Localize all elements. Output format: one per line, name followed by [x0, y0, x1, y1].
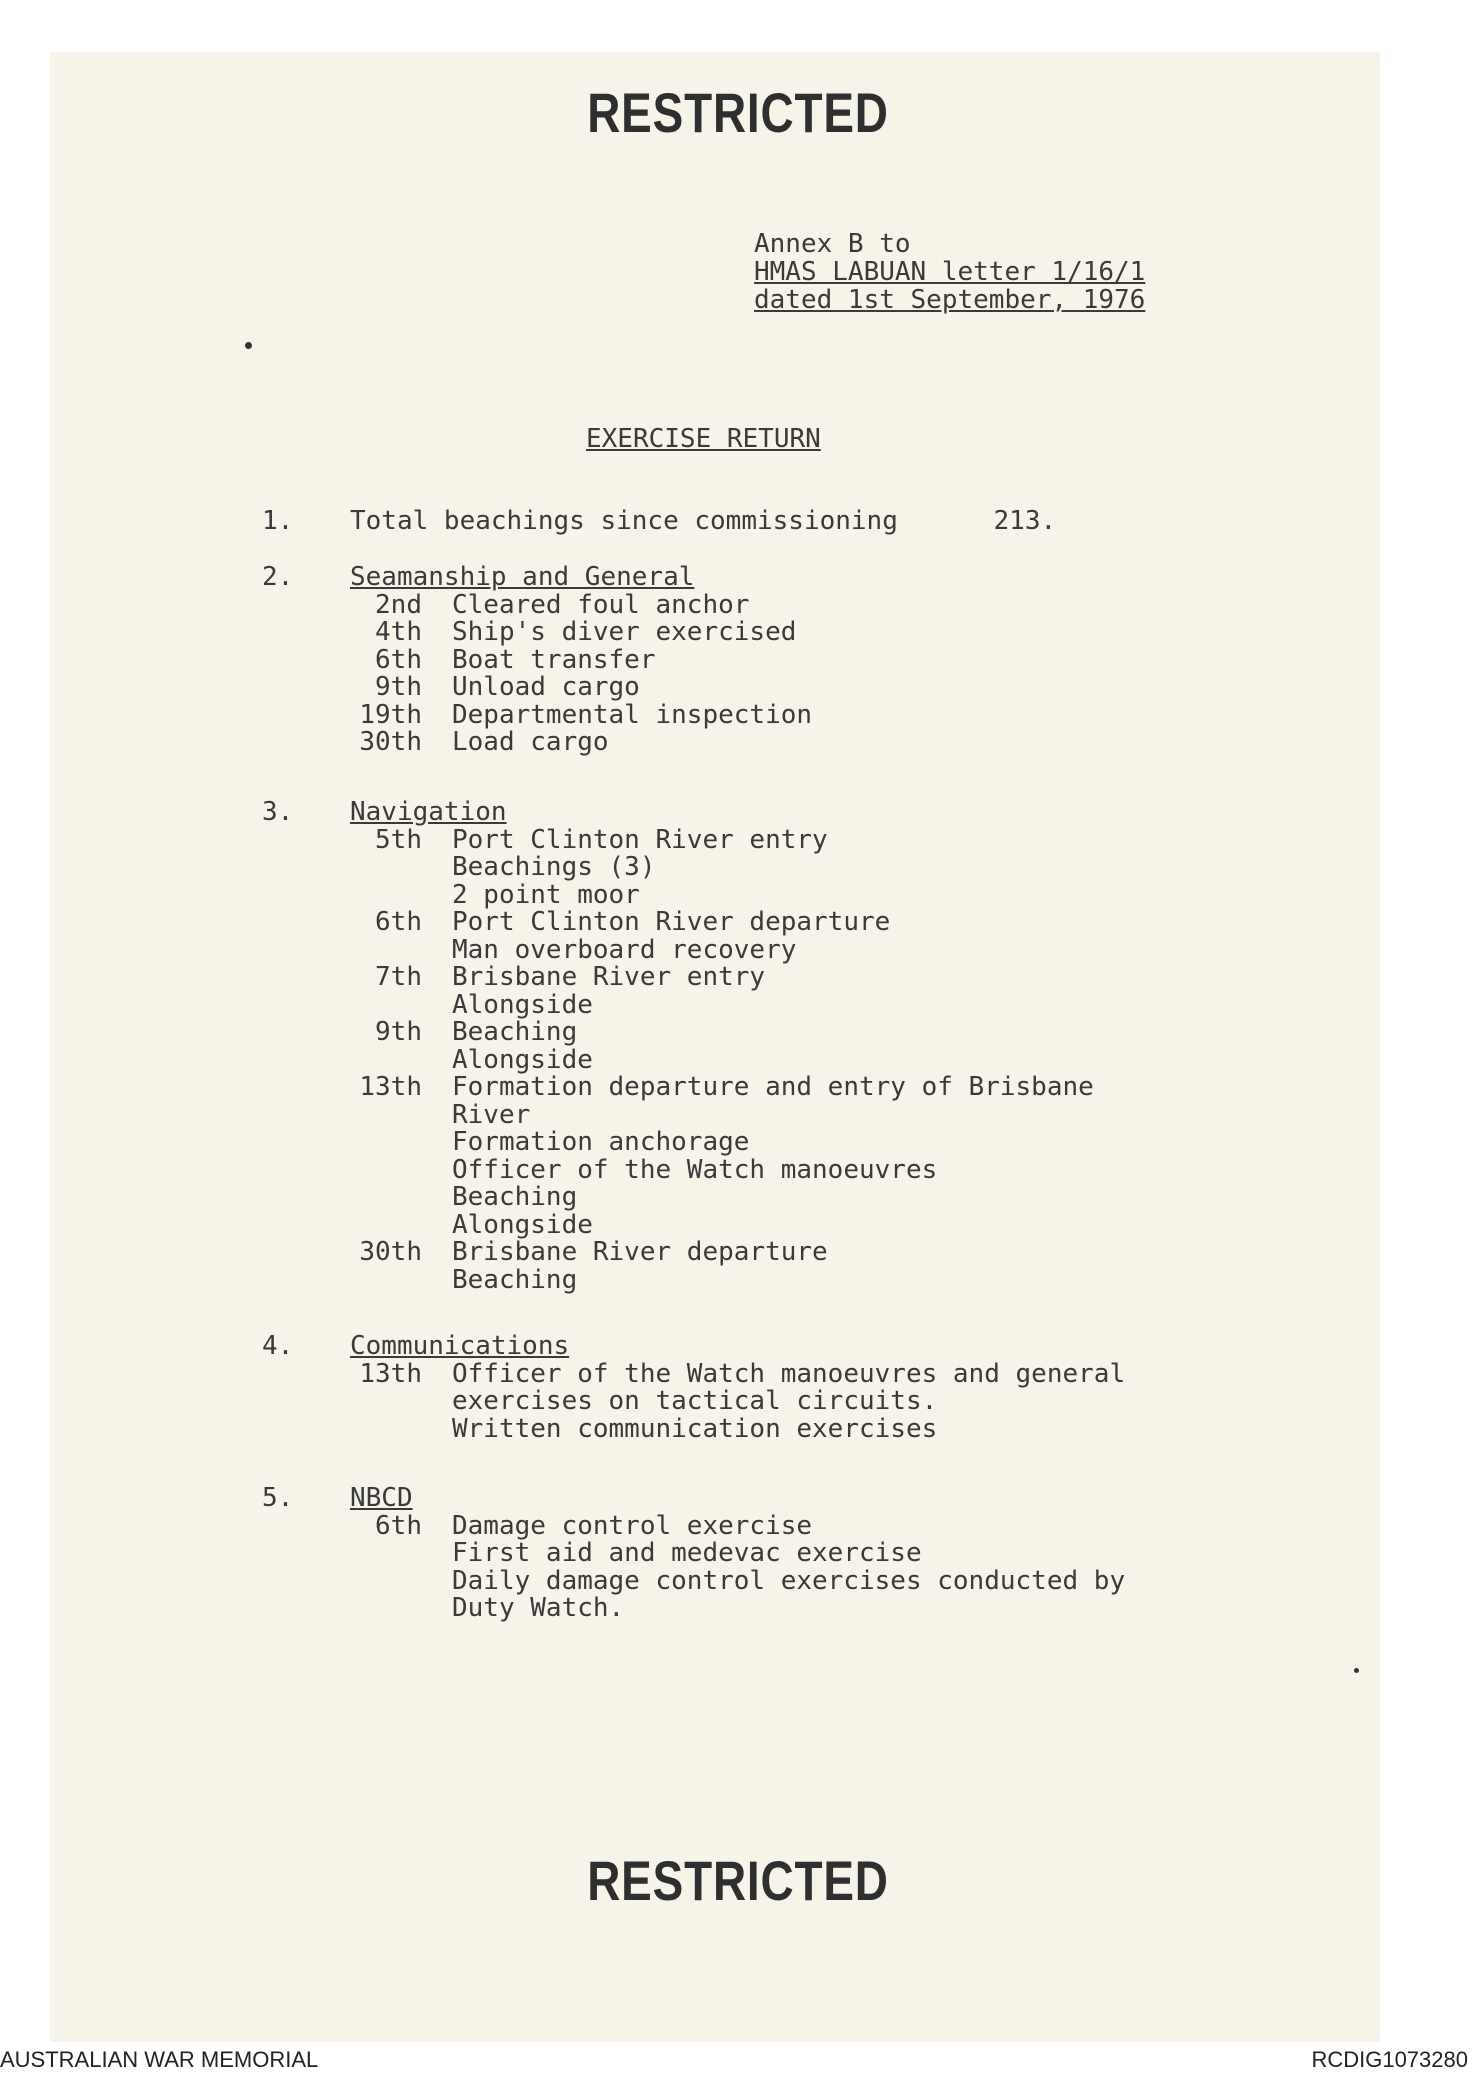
item-day: 7th — [375, 962, 422, 992]
item-text: Unload cargo — [452, 672, 640, 702]
item-text: Port Clinton River departure — [452, 907, 891, 937]
document-title: EXERCISE RETURN — [586, 424, 821, 454]
item-day — [350, 1129, 422, 1157]
item-day — [350, 1212, 422, 1240]
item-day — [350, 1267, 422, 1295]
section-2-body — [350, 564, 812, 757]
item-day: 4th — [375, 617, 422, 647]
footer-record-id: RCDIG1073280 — [1311, 2047, 1468, 2072]
list-item — [350, 934, 1094, 965]
section-number: 5. — [262, 1483, 294, 1513]
item-day — [350, 1540, 422, 1568]
list-item — [350, 1209, 1094, 1240]
list-item — [350, 674, 812, 702]
item-day — [350, 992, 422, 1020]
item-day — [350, 854, 422, 882]
list-item — [350, 1565, 1126, 1596]
item-text: Beachings (3) — [452, 852, 656, 882]
item-day — [350, 1595, 422, 1623]
item-day: 30th — [359, 727, 422, 757]
item-text: Brisbane River entry — [452, 962, 766, 992]
list-item — [350, 1540, 1125, 1568]
list-item — [350, 1510, 1125, 1541]
list-item — [350, 644, 812, 675]
list-item — [350, 1413, 1125, 1444]
list-item — [350, 964, 1094, 992]
item-text: Beaching — [452, 1182, 578, 1212]
item-day: 6th — [375, 907, 422, 937]
list-item — [350, 879, 1094, 910]
section-heading: Communications — [350, 1331, 570, 1361]
item-text: Duty Watch. — [452, 1593, 625, 1623]
item-day — [350, 1568, 422, 1596]
footer-institution: AUSTRALIAN WAR MEMORIAL — [0, 2047, 319, 2072]
item-text: Written communication exercises — [452, 1413, 938, 1444]
item-text: exercises on tactical circuits. — [452, 1386, 938, 1416]
item-text: Alongside — [452, 1044, 593, 1075]
list-item — [350, 989, 1094, 1020]
list-item — [350, 1099, 1094, 1130]
item-day — [350, 1184, 422, 1212]
section-heading: NBCD — [350, 1483, 413, 1513]
item-day — [350, 882, 422, 910]
section-3-body — [350, 799, 1094, 1294]
item-list — [350, 824, 1094, 1295]
total-beachings-label: Total beachings since commissioning — [350, 506, 898, 536]
section-1-line — [350, 508, 1056, 536]
item-text: Beaching — [452, 1264, 578, 1295]
item-text: Load cargo — [452, 727, 609, 757]
item-day — [350, 1416, 422, 1444]
item-text: Formation departure and entry of Brisbane — [452, 1072, 1094, 1102]
list-item — [350, 589, 812, 620]
item-text: Ship's diver exercised — [452, 617, 797, 647]
list-item — [350, 1264, 1094, 1295]
annex-reference — [754, 230, 1145, 314]
item-list — [350, 1510, 1126, 1623]
item-day — [350, 1388, 422, 1416]
item-list — [350, 1358, 1126, 1444]
list-item — [350, 909, 1094, 937]
list-item — [350, 824, 1094, 855]
ink-mark — [245, 342, 252, 349]
item-day: 13th — [359, 1072, 422, 1102]
annex-line-1: Annex B to — [754, 229, 911, 259]
item-text: Man overboard recovery — [452, 934, 797, 965]
item-text: Alongside — [452, 989, 593, 1020]
list-item — [350, 1074, 1094, 1102]
item-day: 5th — [375, 824, 422, 855]
section-4-body — [350, 1333, 1125, 1443]
restricted-stamp-bottom: RESTRICTED — [587, 1849, 889, 1912]
item-text: First aid and medevac exercise — [452, 1538, 922, 1568]
item-day: 2nd — [375, 589, 422, 620]
item-text: 2 point moor — [452, 879, 640, 910]
total-beachings-value: 213. — [993, 506, 1057, 536]
list-item — [350, 854, 1094, 882]
item-day: 30th — [359, 1237, 422, 1267]
item-text: Alongside — [452, 1209, 593, 1240]
item-day — [350, 1157, 422, 1185]
list-item — [350, 1154, 1094, 1185]
list-item — [350, 1358, 1126, 1389]
item-day: 6th — [375, 644, 422, 675]
list-item — [350, 1239, 1094, 1267]
list-item — [350, 619, 812, 647]
item-day: 9th — [375, 1017, 422, 1047]
item-day — [350, 1047, 422, 1075]
annex-line-3: dated 1st September, 1976 — [754, 285, 1146, 315]
item-text: Officer of the Watch manoeuvres and general — [452, 1358, 1126, 1389]
item-text: River — [452, 1099, 531, 1130]
list-item — [350, 1019, 1094, 1047]
item-day — [350, 1102, 422, 1130]
item-text: Beaching — [452, 1017, 578, 1047]
list-item — [350, 1595, 1125, 1623]
list-item — [350, 729, 812, 757]
section-heading: Seamanship and General — [350, 562, 695, 592]
item-day: 9th — [375, 672, 422, 702]
item-text: Port Clinton River entry — [452, 824, 828, 855]
list-item — [350, 1044, 1094, 1075]
section-number: 4. — [262, 1331, 294, 1361]
item-text: Officer of the Watch manoeuvres — [452, 1154, 938, 1185]
list-item — [350, 1129, 1094, 1157]
section-5-body — [350, 1485, 1125, 1623]
item-text: Brisbane River departure — [452, 1237, 828, 1267]
item-day: 19th — [359, 699, 422, 730]
item-list — [350, 589, 813, 757]
item-day: 13th — [359, 1358, 422, 1389]
item-text: Departmental inspection — [452, 699, 813, 730]
item-day — [350, 937, 422, 965]
section-heading: Navigation — [350, 797, 507, 827]
item-day: 6th — [375, 1510, 422, 1541]
section-number: 3. — [262, 797, 294, 827]
item-text: Daily damage control exercises conducted by — [452, 1565, 1126, 1596]
section-number: 2. — [262, 562, 294, 592]
list-item — [350, 1184, 1094, 1212]
annex-line-2: HMAS LABUAN letter 1/16/1 — [754, 257, 1146, 287]
item-text: Boat transfer — [452, 644, 656, 675]
item-text: Cleared foul anchor — [452, 589, 750, 620]
restricted-stamp-top: RESTRICTED — [587, 81, 889, 144]
list-item — [350, 1388, 1125, 1416]
item-text: Damage control exercise — [452, 1510, 813, 1541]
list-item — [350, 699, 813, 730]
ink-mark — [1354, 1668, 1359, 1673]
item-text: Formation anchorage — [452, 1127, 750, 1157]
section-number: 1. — [262, 506, 294, 536]
